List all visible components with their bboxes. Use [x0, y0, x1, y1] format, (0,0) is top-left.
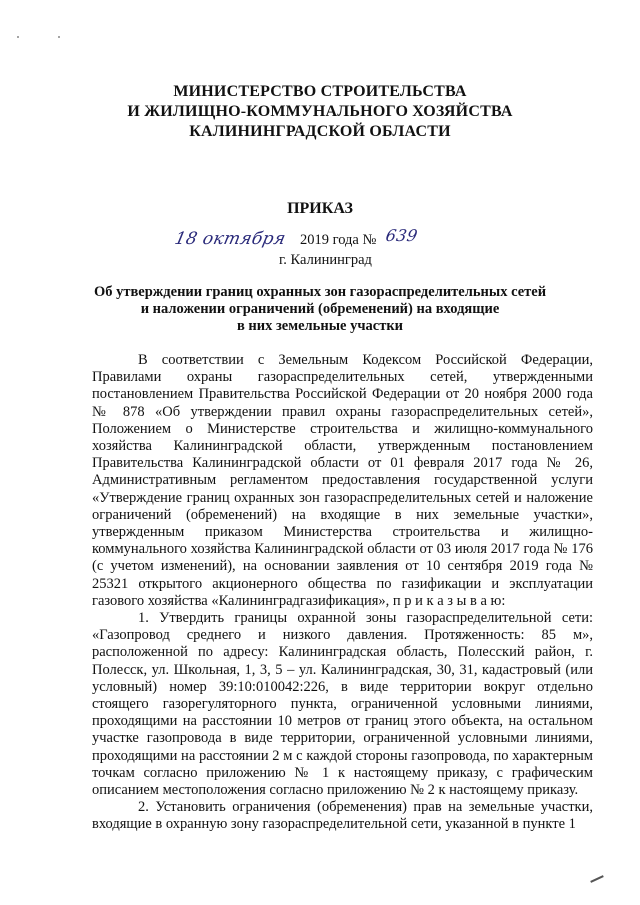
subject-line-1: Об утверждении границ охранных зон газораспределительных сетей [93, 284, 547, 300]
scan-speck [17, 36, 19, 38]
order-body [92, 352, 593, 834]
order-subject [0, 284, 640, 335]
city-name: г. Калининград [279, 252, 372, 268]
scan-speck [58, 36, 60, 38]
document-type-title: ПРИКАЗ [287, 200, 353, 217]
handwritten-date: 18 октября [172, 229, 288, 249]
printed-year-number-label: 2019 года № [300, 232, 377, 248]
order-date-line [172, 226, 475, 255]
handwritten-order-number: 639 [384, 226, 420, 245]
item-2-paragraph: 2. Установить ограничения (обременения) прав на земельные участки, входящие в охранную зону газораспределительной сети, указанной в пункте 1 [92, 799, 593, 833]
item-1-paragraph: 1. Утвердить границы охранной зоны газораспределительной сети: «Газопровод среднего и низкого давления. Протяженность: 85 м», расположенной по адресу: Калининградская область, Полесский район, г. Полесск, ул. Школьная, 1, 3, 5 – ул. Калининградская, 30, 31, кадастровый (или условный) номер 39:10:010042:226, в виде территории вокруг отдельно стоящего газорегуляторного пункта, ограниченной условными линиями, проходящими на расстоянии 10 метров от границ этого объекта, на остальном участке газопровода в виде территории, ограниченной условными линиями, проходящими на расстоянии 2 м с каждой стороны газопровода, по характерным точкам согласно приложению № 1 к настоящему приказу, с графическим описанием местоположения согласно приложению № 2 к настоящему приказу. [92, 610, 593, 799]
subject-line-2: и наложении ограничений (обременений) на входящие [140, 301, 500, 317]
ministry-line-2: И ЖИЛИЩНО-КОММУНАЛЬНОГО ХОЗЯЙСТВА [127, 103, 513, 120]
ministry-header [0, 82, 640, 142]
subject-line-3: в них земельные участки [236, 318, 404, 334]
preamble-paragraph: В соответствии с Земельным Кодексом Российской Федерации, Правилами охраны газораспределительных сетей, утвержденными постановлением Правительства Российской Федерации от 20 ноября 2000 года № 878 «Об утверждении правил охраны газораспределительных сетей», Положением о Министерстве строительства и жилищно-коммунального хозяйства Калининградской области, утвержденным постановлением Правительства Калининградской области от 01 февраля 2017 года № 26, Административным регламентом предоставления государственной услуги «Утверждение границ охранных зон газораспределительных сетей и наложение ограничений (обременений) на входящие в них земельные участки», утвержденным приказом Министерства строительства и жилищно-коммунального хозяйства Калининградской области от 03 июля 2017 года № 176 (с учетом изменений), на основании заявления от 10 сентября 2019 года № 25321 открытого акционерного общества по газификации и эксплуатации газового хозяйства «Калининградгазификация», п р и к а з ы в а ю: [92, 352, 593, 609]
pen-mark [590, 875, 604, 883]
ministry-line-1: МИНИСТЕРСТВО СТРОИТЕЛЬСТВА [173, 83, 467, 100]
ministry-line-3: КАЛИНИНГРАДСКОЙ ОБЛАСТИ [189, 123, 451, 140]
